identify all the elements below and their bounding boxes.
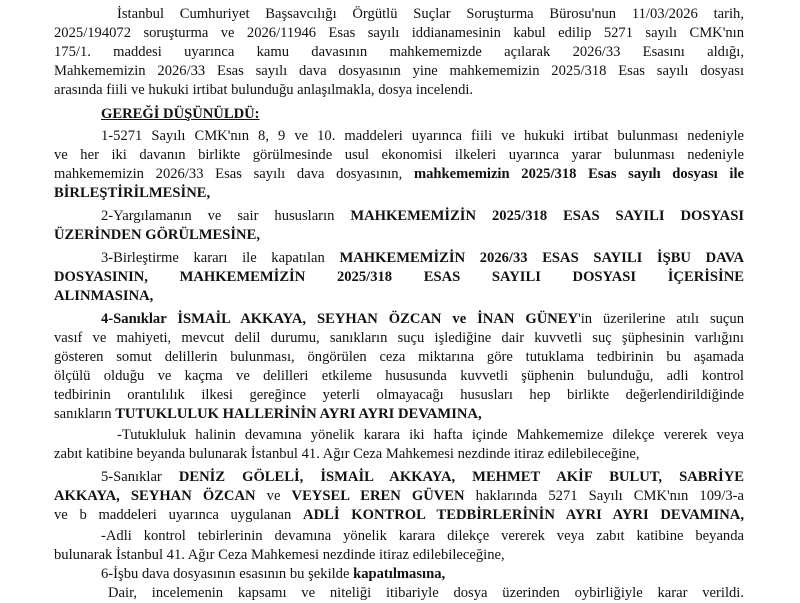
item5-line-3-text: ve b maddeleri uyarınca uygulanan: [54, 507, 304, 523]
item3-line-3: ALINMASINA,: [54, 288, 154, 304]
item3-line-1-bold: MAHKEMEMİZİN 2026/33 ESAS SAYILI İŞBU DAVA: [339, 250, 744, 266]
item6-line-1-text: 6-İşbu dava dosyasının esasının bu şekilde: [101, 566, 354, 582]
intro-line-5: arasında fiili ve hukuki irtibat bulunduğu anlaşılmakla, dosya incelendi.: [54, 82, 474, 98]
item4-note-line-2: zabıt katibine beyanda bulunarak İstanbul 41. Ağır Ceza Mahkemesi nezdinde itiraz edilebileceğine,: [54, 446, 640, 462]
intro-line-4: Mahkememizin 2026/33 Esas sayılı dava dosyasının yine mahkememizin 2025/318 Esas sayılı dosyası: [54, 63, 744, 79]
item4-line-1: [101, 309, 744, 329]
item4-line-4: ölçülü olduğu ve kaçma ve delilleri etkileme hususunda kuvvetli şüphenin bulunduğu, adli kontrol: [54, 368, 744, 384]
item4-line-6-text: sanıkların: [54, 406, 116, 422]
item2-line-2: ÜZERİNDEN GÖRÜLMESİNE,: [54, 227, 260, 243]
item1-line-3: [54, 164, 744, 184]
item6-line-1: [101, 564, 744, 584]
item5-line-2-bold-name: VEYSEL EREN GÜVEN: [291, 488, 465, 504]
item1-line-4: BİRLEŞTİRİLMESİNE,: [54, 185, 211, 201]
item5-line-1: [101, 467, 744, 487]
item4-line-6-bold: TUTUKLULUK HALLERİNİN AYRI AYRI DEVAMINA,: [115, 406, 482, 422]
item5-line-3-bold: ADLİ KONTROL TEDBİRLERİNİN AYRI AYRI DEVAMINA,: [303, 507, 744, 523]
item5-line-2: [54, 486, 744, 506]
item5-note-line-2: bulunarak İstanbul 41. Ağır Ceza Mahkemesi nezdinde itiraz edilebileceğine,: [54, 547, 505, 563]
item4-line-3: gösteren somut delillerin bulunması, öngörülen ceza miktarına göre tutuklama tedbirinin bu aşamada: [54, 349, 744, 365]
item4-line-6: [54, 404, 744, 424]
item5-line-2-conjunction: ve: [255, 488, 292, 504]
item5-line-3: [54, 505, 744, 525]
item1-line-3-text: mahkememizin 2026/33 Esas sayılı dava dosyasının,: [54, 166, 414, 182]
intro-line-3: 175/1. maddesi uyarınca kamu davasının mahkememizde açılarak 2026/33 Esasını aldığı,: [54, 44, 744, 60]
item2-line-1-text: 2-Yargılamanın ve sair hususların: [101, 208, 351, 224]
item2-line-1: [101, 206, 744, 226]
item5-note-line-1: -Adli kontrol tebirlerinin devamına yönelik karara dilekçe vererek veya zabıt katibine beyanda: [101, 528, 744, 544]
item4-defendants: İSMAİL AKKAYA, SEYHAN ÖZCAN: [177, 311, 442, 327]
item4-line-5: tedbirinin orantılılık ilkesi gereğince yeterli olmayacağı hususları hep birlikte değerlendirildiğinde: [54, 387, 744, 403]
item1-line-2: ve her iki davanın birlikte görülmesinde usul ekonomisi ilkeleri uyarınca yarar bulunması nedeniyle: [54, 147, 744, 163]
item4-line-2: vasıf ve mahiyeti, mevcut delil durumu, sanıkların suçu işlediğine dair kuvvetli suç şüphesinin varlığını: [54, 330, 744, 346]
item5-line-1-bold: DENİZ GÖLELİ, İSMAİL AKKAYA, MEHMET AKİF BULUT, SABRİYE: [178, 469, 744, 485]
item5-line-2-bold: AKKAYA, SEYHAN ÖZCAN: [54, 488, 256, 504]
item5-line-1-text: 5-Sanıklar: [101, 469, 179, 485]
item4-note-line-1: -Tutukluluk halinin devamına yönelik karara iki hafta içinde Mahkememize dilekçe vererek veya: [117, 427, 744, 443]
item2-line-1-bold: MAHKEMEMİZİN 2025/318 ESAS SAYILI DOSYASI: [350, 208, 744, 224]
item3-line-2: DOSYASININ, MAHKEMEMİZİN 2025/318 ESAS SAYILI DOSYASI İÇERİSİNE: [54, 269, 744, 285]
item3-line-1-text: 3-Birleştirme kararı ile kapatılan: [101, 250, 340, 266]
item1-line-1: 1-5271 Sayılı CMK'nın 8, 9 ve 10. maddeleri uyarınca fiili ve hukuki irtibat bulunması nedeniyle: [101, 128, 744, 144]
item6-line-1-bold: kapatılmasına,: [353, 566, 446, 582]
item4-defendant-last: İNAN GÜNEY: [477, 311, 579, 327]
item5-line-2-rest: haklarında 5271 Sayılı CMK'nın 109/3-a: [464, 488, 745, 504]
decision-heading: GEREĞİ DÜŞÜNÜLDÜ:: [101, 106, 260, 122]
item4-line-1-rest: 'in üzerilerine atılı suçun: [578, 311, 744, 327]
intro-line-1: İstanbul Cumhuriyet Başsavcılığı Örgütlü Suçlar Soruşturma Bürosu'nun 11/03/2026 tarih,: [117, 6, 744, 22]
item4-prefix: 4-Sanıklar: [101, 311, 178, 327]
item1-line-3-bold: mahkememizin 2025/318 Esas sayılı dosyası ile: [413, 166, 745, 182]
item3-line-1: [101, 248, 744, 268]
closing-line: Dair, incelemenin kapsamı ve niteliği itibariyle dosya üzerinden oybirliğiyle karar verildi.: [108, 585, 744, 601]
intro-line-2: 2025/194072 soruşturma ve 2026/11946 Esas sayılı iddianamesinin kabul edilip 5271 sayılı CMK'nın: [54, 25, 744, 41]
item4-conjunction: ve: [441, 311, 478, 327]
